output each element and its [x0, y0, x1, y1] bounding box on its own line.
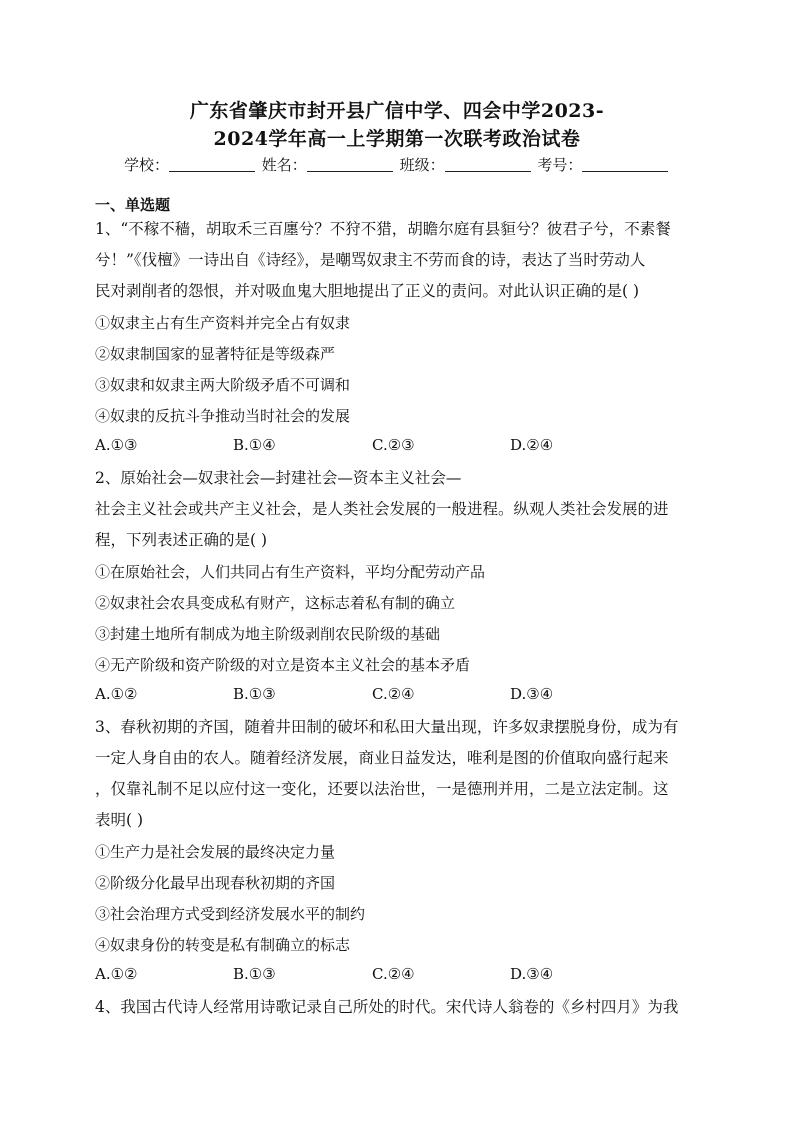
page-title-line2: 2024学年高一上学期第一次联考政治试卷 — [213, 128, 581, 150]
statement-option: ④无产阶级和资产阶级的对立是资本主义社会的基本矛盾 — [95, 656, 471, 674]
answer-choice-d[interactable]: D.③④ — [510, 965, 554, 983]
statement-option: ②阶级分化最早出现春秋初期的齐国 — [95, 874, 336, 892]
question-stem-line: 3、春秋初期的齐国，随着井田制的破坏和私田大量出现，许多奴隶摆脱身份，成为有 — [95, 718, 679, 736]
answer-choice-a[interactable]: A.①② — [95, 685, 138, 703]
school-blank[interactable] — [169, 157, 255, 172]
question-stem-line: 一定人身自由的农人。随着经济发展，商业日益发达，唯利是图的价值取向盛行起来 — [95, 749, 669, 767]
student-info-row — [124, 154, 670, 175]
question-stem-line: 2、原始社会—奴隶社会—封建社会—资本主义社会— — [95, 469, 462, 487]
question-stem-line: 社会主义社会或共产主义社会，是人类社会发展的一般进程。纵观人类社会发展的进 — [95, 500, 669, 518]
statement-option: ③奴隶和奴隶主两大阶级矛盾不可调和 — [95, 376, 351, 394]
question-stem-line: 兮！”《伐檀》一诗出自《诗经》，是嘲骂奴隶主不劳而食的诗，表达了当时劳动人 — [95, 251, 646, 269]
answer-choice-b[interactable]: B.①③ — [233, 685, 276, 703]
statement-option: ①在原始社会，人们共同占有生产资料，平均分配劳动产品 — [95, 563, 486, 581]
section-title: 一、单选题 — [95, 196, 171, 214]
answer-choice-c[interactable]: C.②④ — [372, 685, 415, 703]
answer-choice-c[interactable]: C.②③ — [372, 436, 415, 454]
statement-option: ①奴隶主占有生产资料并完全占有奴隶 — [95, 314, 351, 332]
question-stem-line: 1、“不稼不穑，胡取禾三百廛兮？不狩不猎，胡瞻尔庭有县貆兮？彼君子兮，不素餐 — [95, 220, 671, 238]
question-stem-line: 4、我国古代诗人经常用诗歌记录自己所处的时代。宋代诗人翁卷的《乡村四月》为我 — [95, 998, 679, 1016]
page-title-line1: 广东省肇庆市封开县广信中学、四会中学2023- — [189, 100, 605, 122]
school-label: 学校： — [124, 156, 170, 174]
statement-option: ②奴隶社会农具变成私有财产，这标志着私有制的确立 — [95, 594, 456, 612]
question-stem-line: 表明( ) — [95, 811, 144, 829]
statement-option: ③封建土地所有制成为地主阶级剥削农民阶级的基础 — [95, 625, 441, 643]
answer-choice-a[interactable]: A.①③ — [95, 436, 138, 454]
class-label: 班级： — [399, 156, 445, 174]
statement-option: ①生产力是社会发展的最终决定力量 — [95, 843, 336, 861]
answer-choice-b[interactable]: B.①④ — [233, 436, 276, 454]
question-stem-line: ，仅靠礼制不足以应付这一变化，还要以法治世，一是德刑并用，二是立法定制。这 — [95, 780, 669, 798]
answer-choice-d[interactable]: D.③④ — [510, 685, 554, 703]
answer-choice-d[interactable]: D.②④ — [510, 436, 554, 454]
exam-number-blank[interactable] — [582, 157, 668, 172]
name-blank[interactable] — [307, 157, 393, 172]
question-stem-line: 民对剥削者的怨恨，并对吸血鬼大胆地提出了正义的责问。对此认识正确的是( ) — [95, 282, 640, 300]
answer-choice-a[interactable]: A.①② — [95, 965, 138, 983]
statement-option: ③社会治理方式受到经济发展水平的制约 — [95, 905, 366, 923]
statement-option: ④奴隶身份的转变是私有制确立的标志 — [95, 936, 351, 954]
statement-option: ②奴隶制国家的显著特征是等级森严 — [95, 345, 336, 363]
answer-choice-b[interactable]: B.①③ — [233, 965, 276, 983]
statement-option: ④奴隶的反抗斗争推动当时社会的发展 — [95, 407, 351, 425]
question-stem-line: 程，下列表述正确的是( ) — [95, 531, 268, 549]
class-blank[interactable] — [445, 157, 531, 172]
exam-number-label: 考号： — [537, 156, 583, 174]
name-label: 姓名： — [261, 156, 307, 174]
answer-choice-c[interactable]: C.②④ — [372, 965, 415, 983]
